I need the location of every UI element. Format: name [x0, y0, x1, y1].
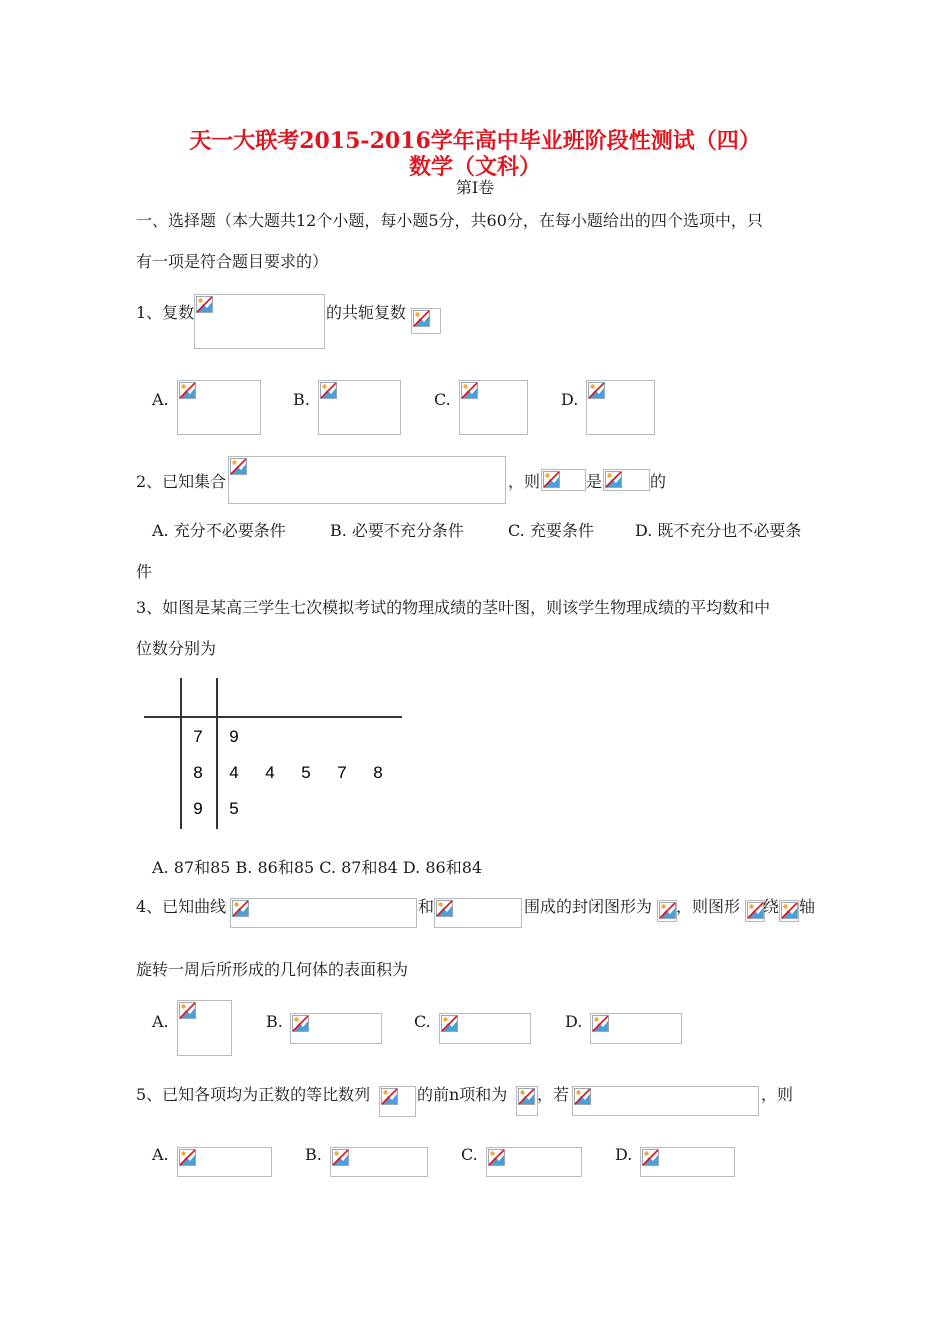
q5-prefix: 5、已知各项均为正数的等比数列 [136, 1085, 371, 1104]
leaf-digit: 4 [229, 763, 239, 782]
broken-image-icon [232, 900, 249, 917]
stem-digit: 9 [193, 799, 203, 818]
formula-image [541, 469, 586, 491]
leaf-digit: 7 [337, 763, 347, 782]
q4-option-a: A. [152, 1012, 169, 1031]
q1-option-d: D. [561, 390, 579, 409]
formula-image [177, 1147, 272, 1177]
q1-option-a: A. [152, 390, 169, 409]
formula-image [745, 900, 765, 922]
broken-image-icon [588, 382, 605, 399]
q2-then: ，则 [508, 472, 541, 491]
formula-image [194, 294, 325, 349]
broken-image-icon [642, 1149, 659, 1166]
q5-option-c: C. [461, 1145, 478, 1164]
broken-image-icon [518, 1088, 535, 1105]
q4-axis: 轴 [799, 897, 816, 916]
q4-option-c: C. [414, 1012, 431, 1031]
q4-prefix: 4、已知曲线 [136, 897, 227, 916]
q3-line2: 位数分别为 [136, 639, 217, 658]
leaf-digit: 8 [373, 763, 383, 782]
q4-option-d: D. [565, 1012, 583, 1031]
formula-image [486, 1147, 582, 1177]
page-title: 天一大联考2015-2016学年高中毕业班阶段性测试（四） [189, 128, 761, 154]
broken-image-icon [230, 458, 247, 475]
formula-image [572, 1086, 759, 1116]
q4-enclosed: 围成的封闭图形为 [524, 897, 653, 916]
q2-option-b: B. 必要不充分条件 [330, 521, 464, 540]
q1-mid: 的共轭复数 [326, 303, 407, 322]
q5-option-b: B. [305, 1145, 322, 1164]
leaf-digit: 5 [229, 799, 239, 818]
q2-prefix: 2、已知集合 [136, 472, 227, 491]
q1-option-b: B. [293, 390, 310, 409]
formula-image [330, 1147, 428, 1177]
q1-option-c: C. [434, 390, 451, 409]
broken-image-icon [413, 310, 430, 327]
broken-image-icon [659, 902, 676, 919]
q2-option-d: D. 既不充分也不必要条 [635, 521, 802, 540]
broken-image-icon [781, 902, 798, 919]
broken-image-icon [292, 1015, 309, 1032]
broken-image-icon [381, 1088, 398, 1105]
broken-image-icon [488, 1149, 505, 1166]
broken-image-icon [605, 471, 622, 488]
formula-image [779, 900, 799, 922]
formula-image [657, 900, 677, 922]
formula-image [459, 380, 528, 435]
broken-image-icon [320, 382, 337, 399]
formula-image [640, 1147, 735, 1177]
stem-digit: 8 [193, 763, 203, 782]
formula-image [318, 380, 401, 435]
formula-image [586, 380, 655, 435]
q2-option-d-continued: 件 [136, 562, 153, 581]
formula-image [434, 898, 522, 928]
leaf-digit: 5 [301, 763, 311, 782]
section-intro-line1: 一、选择题（本大题共12个小题，每小题5分，共60分，在每小题给出的四个选项中，只 [136, 211, 763, 230]
broken-image-icon [179, 1149, 196, 1166]
formula-image [230, 898, 417, 928]
broken-image-icon [461, 382, 478, 399]
leaf-digit: 9 [229, 727, 239, 746]
q2-is: 是 [586, 472, 603, 491]
q4-option-b: B. [266, 1012, 283, 1031]
formula-image [603, 469, 650, 491]
broken-image-icon [543, 471, 560, 488]
broken-image-icon [436, 900, 453, 917]
q4-line2: 旋转一周后所形成的几何体的表面积为 [136, 960, 409, 979]
q3-options: A. 87和85 B. 86和85 C. 87和84 D. 86和84 [152, 858, 483, 877]
q2-option-a: A. 充分不必要条件 [152, 521, 286, 540]
broken-image-icon [179, 1002, 196, 1019]
q4-around: 绕 [763, 897, 780, 916]
broken-image-icon [196, 296, 213, 313]
broken-image-icon [441, 1015, 458, 1032]
broken-image-icon [179, 382, 196, 399]
q5-if: ，若 [537, 1085, 570, 1104]
q2-option-c: C. 充要条件 [508, 521, 594, 540]
q1-prefix: 1、复数 [136, 303, 195, 322]
formula-image [379, 1086, 416, 1117]
formula-image [439, 1013, 531, 1044]
formula-image [177, 380, 261, 435]
q2-of: 的 [650, 472, 667, 491]
broken-image-icon [747, 902, 764, 919]
q4-then-shape: ，则图形 [676, 897, 741, 916]
formula-image [590, 1013, 682, 1044]
leaf-digit: 4 [265, 763, 275, 782]
broken-image-icon [574, 1088, 591, 1105]
section-intro-line2: 有一项是符合题目要求的） [136, 252, 329, 271]
q4-and: 和 [418, 897, 435, 916]
broken-image-icon [332, 1149, 349, 1166]
page-subtitle: 数学（文科） [408, 154, 541, 180]
q5-sum: 的前n项和为 [417, 1085, 508, 1104]
q5-option-a: A. [152, 1145, 169, 1164]
formula-image [228, 456, 506, 504]
q5-option-d: D. [615, 1145, 633, 1164]
q5-then: ，则 [761, 1085, 794, 1104]
stem-digit: 7 [193, 727, 203, 746]
formula-image [177, 1000, 232, 1056]
formula-image [290, 1013, 382, 1044]
broken-image-icon [592, 1015, 609, 1032]
formula-image [516, 1086, 538, 1116]
volume-label: 第Ⅰ卷 [455, 178, 495, 197]
formula-image [411, 308, 441, 334]
q3-line1: 3、如图是某高三学生七次模拟考试的物理成绩的茎叶图，则该学生物理成绩的平均数和中 [136, 598, 771, 617]
stem-leaf-plot [140, 672, 410, 837]
